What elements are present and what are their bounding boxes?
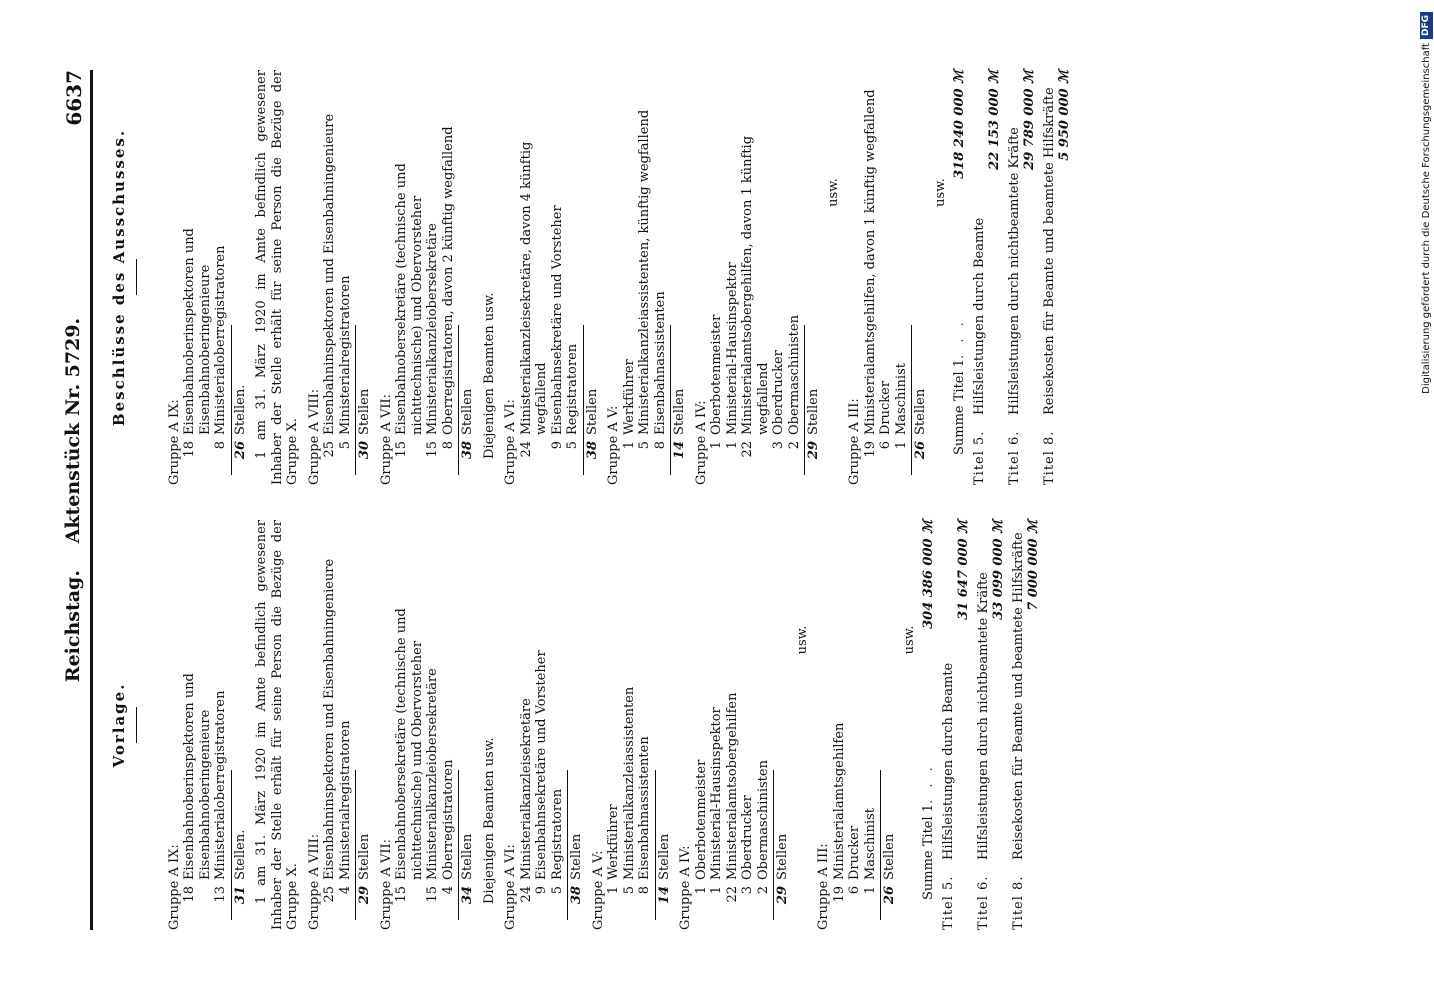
entry-count: 8: [637, 886, 652, 895]
gruppe-heading: Gruppe A VI:: [503, 844, 518, 930]
footnote-text: 1 am 31. März 1920 im Amte befindlich gewesener Inhaber der Stelle erhält für seine Person die Bezüge der Gruppe X.: [254, 70, 300, 485]
entry-count: 15: [394, 441, 409, 458]
titel-text: Hilfsleistungen durch Beamte: [971, 217, 987, 415]
stellen-label: Stellen: [806, 388, 821, 435]
titel-amount: 22 153 000 ℳ: [987, 70, 1002, 170]
stellen-label: Stellen: [460, 833, 475, 880]
entry-count: 1: [709, 441, 724, 450]
entry-count: 25: [322, 441, 337, 458]
entry-row: [756, 520, 772, 930]
stellen-label: Stellen: [672, 388, 687, 435]
entry-text: Maschinist: [862, 808, 878, 880]
stellen-count: 29: [357, 886, 372, 905]
stellen-count: 26: [913, 441, 928, 460]
entry-row: [637, 70, 653, 485]
entry-row: [606, 520, 622, 930]
stellen-label: Stellen: [357, 388, 372, 435]
gruppe-heading: Gruppe A VIII:: [306, 388, 322, 485]
gruppe-block: [379, 70, 498, 485]
entry-text: Oberbotenmeister: [693, 759, 709, 880]
continuation-text: Diejenigen Beamten usw.: [481, 292, 497, 459]
entry-count: 4: [440, 886, 456, 895]
entry-row: [847, 520, 863, 930]
entry-count: 24: [518, 441, 534, 458]
stellen-label: Stellen: [569, 833, 584, 880]
gruppe-block: [503, 520, 585, 930]
gruppe-heading: Gruppe A IX:: [166, 399, 182, 485]
stellen-count: 38: [569, 886, 584, 905]
continuation-text: Diejenigen Beamten usw.: [481, 737, 497, 904]
entry-row: [637, 520, 653, 930]
entry-row: [519, 70, 550, 485]
stellen-total: [458, 770, 476, 920]
entry-text: Ministerialkanzleisekretäre, davon 4 künftig wegfallend: [518, 141, 549, 435]
entry-count: 3: [771, 441, 786, 450]
gruppe-block: [167, 70, 301, 485]
titel-label: Titel 6.: [1006, 430, 1022, 485]
entry-text: Werkführer: [621, 359, 637, 435]
entry-row: [787, 70, 803, 485]
entry-count: 6: [847, 886, 862, 895]
stellen-count: 26: [232, 441, 248, 460]
left-column-title: Vorlage.: [110, 682, 128, 768]
gruppe-heading: Gruppe A VII:: [378, 394, 394, 485]
entry-text: Eisenbahnobersekretäre (technische und nichttechnische) und Obervorsteher: [394, 163, 425, 435]
entry-count: 5: [565, 441, 580, 450]
entry-count: 18: [182, 441, 197, 458]
entry-text: Oberdrucker: [771, 350, 786, 435]
gruppe-block: [606, 70, 688, 485]
entry-count: 24: [518, 886, 534, 903]
entry-text: Oberbotenmeister: [709, 314, 724, 435]
right-column-beschluesse: [108, 70, 1073, 485]
titel-body: [976, 520, 1007, 860]
gruppe-block: [678, 520, 810, 930]
entry-row: [182, 520, 213, 930]
page-number: 6637: [62, 70, 86, 126]
titel-body: [972, 70, 1003, 415]
left-column-vorlage: [108, 520, 1042, 930]
titel-amount: 7 000 000 ℳ: [1026, 520, 1041, 611]
gruppe-list: [167, 520, 918, 930]
titel-label: Titel 5.: [971, 430, 987, 485]
entry-count: 5: [637, 441, 652, 450]
titel-row: [941, 520, 972, 930]
titel-text: Reisekosten für Beamte und beamtete Hilfskräfte: [1010, 532, 1026, 860]
entry-count: 9: [534, 886, 549, 895]
entry-text: Werkführer: [606, 804, 621, 880]
entry-text: Ministerial-Hausinspektor: [709, 707, 724, 880]
stellen-total: [655, 770, 673, 920]
entry-row: [832, 520, 848, 930]
stellen-count: 29: [775, 886, 790, 905]
stellen-total: [911, 325, 929, 475]
entry-text: Eisenbahnobersekretäre (technische und nichttechnische) und Obervorsteher: [394, 608, 425, 880]
header-center: Aktenstück Nr. 5729.: [62, 317, 84, 544]
entry-row: [550, 520, 566, 930]
entry-count: 22: [724, 886, 740, 903]
entry-row: [519, 520, 535, 930]
entry-row: [878, 70, 894, 485]
stellen-count: 14: [656, 886, 672, 905]
summe-titel-1: Summe Titel 1 . . . 304 386 000 ℳ: [921, 520, 936, 900]
entry-text: Ministerialamtsobergehilfen: [724, 692, 740, 880]
entry-count: 6: [878, 441, 893, 450]
stellen-count: 29: [806, 441, 821, 460]
entry-text: Eisenbahnassistenten: [637, 736, 652, 880]
digitization-note: [1418, 12, 1434, 992]
entry-text: Ministerialoberregistratoren: [213, 245, 228, 435]
continuation-text: usw.: [825, 178, 841, 207]
entry-count: 13: [213, 886, 228, 903]
titel-row: [972, 70, 1003, 485]
entry-row: [725, 520, 741, 930]
gruppe-block: [816, 520, 917, 930]
gruppe-block: [503, 70, 600, 485]
entry-row: [425, 520, 441, 930]
digitization-text: Digitalisierung gefördert durch die Deutsche Forschungsgemeinschaft: [1420, 43, 1432, 394]
titel-text: Hilfsleistungen durch Beamte: [940, 662, 956, 860]
entry-text: Ministerialamtsobergehilfen, davon 1 künftig wegfallend: [740, 135, 771, 435]
entry-count: 8: [213, 441, 228, 450]
stellen-count: 14: [672, 441, 687, 460]
entry-count: 1: [606, 886, 621, 895]
gruppe-heading: Gruppe A IX:: [166, 844, 182, 930]
entry-text: Ministerialamtsgehilfen: [831, 722, 847, 880]
entry-row: [622, 70, 638, 485]
entry-count: 2: [755, 886, 771, 895]
entry-row: [894, 70, 910, 485]
entry-count: 19: [862, 441, 878, 458]
entry-row: [338, 70, 354, 485]
entry-text: Registratoren: [549, 788, 565, 880]
gruppe-block: [167, 520, 301, 930]
entry-count: 22: [740, 441, 755, 458]
entry-count: 8: [652, 441, 668, 450]
titel-list: [941, 520, 1042, 930]
gruppe-heading: Gruppe A VII:: [378, 839, 394, 930]
stellen-label: Stellen.: [232, 384, 248, 435]
stellen-total: [567, 770, 585, 920]
stellen-total: [355, 325, 373, 475]
entry-count: 3: [740, 886, 755, 895]
stellen-count: 31: [232, 886, 248, 905]
running-head: [62, 70, 93, 930]
titel-amount: 5 950 000 ℳ: [1057, 70, 1072, 161]
gruppe-block: [379, 520, 498, 930]
entry-row: [725, 70, 741, 485]
entry-text: Ministerialkanzleisekretäre: [518, 698, 534, 880]
summe-amount: 318 240 000 ℳ: [952, 70, 967, 179]
stellen-count: 26: [882, 886, 897, 905]
entry-count: 18: [182, 886, 197, 903]
entry-count: 8: [440, 441, 456, 450]
entry-count: 1: [724, 441, 740, 450]
titel-body: [1042, 70, 1073, 415]
stellen-total: [458, 325, 476, 475]
entry-text: Oberregistratoren: [440, 759, 456, 880]
stellen-label: Stellen: [882, 833, 897, 880]
stellen-label: Stellen: [656, 833, 672, 880]
entry-text: Oberdrucker: [740, 795, 755, 880]
stellen-total: [583, 325, 601, 475]
entry-row: [740, 70, 771, 485]
summe-label: Summe Titel 1: [921, 803, 936, 900]
titel-text: Hilfsleistungen durch nichtbeamtete Kräfte: [975, 572, 991, 860]
entry-row: [694, 520, 710, 930]
titel-amount: 33 099 000 ℳ: [991, 520, 1006, 620]
gruppe-heading: Gruppe A III:: [816, 843, 831, 930]
titel-list: [972, 70, 1073, 485]
stellen-count: 34: [460, 886, 475, 905]
entry-count: 15: [394, 886, 409, 903]
entry-count: 5: [621, 886, 637, 895]
entry-row: [863, 520, 879, 930]
entry-row: [441, 520, 457, 930]
titel-row: [1011, 520, 1042, 930]
entry-row: [550, 70, 566, 485]
titel-row: [1042, 70, 1073, 485]
stellen-total: [804, 325, 822, 475]
stellen-total: [773, 770, 791, 920]
entry-text: Ministerialkanzleiobersekretäre: [425, 223, 440, 435]
entry-count: 25: [322, 886, 337, 903]
titel-body: [941, 520, 972, 860]
stellen-label: Stellen: [913, 388, 928, 435]
entry-row: [322, 520, 338, 930]
summe-label: Summe Titel 1: [952, 358, 967, 455]
entry-text: Ministerialamtsgehilfen, davon 1 künftig wegfallend: [862, 89, 878, 435]
stellen-total: [231, 325, 249, 475]
entry-count: 1: [621, 441, 637, 450]
titel-body: [1007, 70, 1038, 415]
titel-row: [976, 520, 1007, 930]
entry-row: [709, 520, 725, 930]
entry-text: Ministerial-Hausinspektor: [724, 262, 740, 435]
gruppe-block: [307, 520, 373, 930]
entry-row: [740, 520, 756, 930]
entry-text: Eisenbahninspektoren und Eisenbahningenieure: [322, 558, 337, 880]
gruppe-heading: Gruppe A VI:: [503, 399, 518, 485]
gruppe-block: [847, 70, 948, 485]
dfg-logo: DFG: [1420, 12, 1433, 39]
titel-label: Titel 8.: [1041, 430, 1057, 485]
entry-count: 5: [337, 441, 353, 450]
entry-text: Eisenbahnoberinspektoren und Eisenbahnoberingenieure: [182, 228, 213, 435]
entry-row: [338, 520, 354, 930]
titel-amount: 29 789 000 ℳ: [1022, 70, 1037, 170]
titel-label: Titel 5.: [940, 875, 956, 930]
titel-row: [1007, 70, 1038, 485]
entry-count: 1: [709, 886, 724, 895]
continuation-text: usw.: [901, 625, 917, 655]
gruppe-heading: Gruppe A III:: [847, 398, 862, 485]
stellen-label: Stellen.: [232, 829, 248, 880]
entry-text: Obermaschinisten: [786, 315, 802, 435]
stellen-label: Stellen: [775, 833, 790, 880]
titel-text: Hilfsleistungen durch nichtbeamtete Kräfte: [1006, 127, 1022, 415]
continuation-text: usw.: [794, 625, 810, 655]
entry-count: 5: [549, 886, 565, 895]
stellen-label: Stellen: [357, 833, 372, 880]
entry-text: Eisenbahnoberinspektoren und Eisenbahnoberingenieure: [182, 673, 213, 880]
stellen-count: 30: [357, 441, 372, 460]
stellen-count: 38: [460, 441, 475, 460]
gruppe-list: [167, 70, 949, 485]
entry-row: [709, 70, 725, 485]
entry-count: 9: [549, 441, 565, 450]
entry-row: [653, 70, 669, 485]
entry-count: 2: [786, 441, 802, 450]
entry-text: Ministerialkanzleiassistenten: [621, 686, 637, 880]
gruppe-heading: Gruppe A IV:: [678, 845, 693, 930]
entry-count: 15: [425, 886, 440, 903]
entry-text: Eisenbahnsekretäre und Vorsteher: [534, 650, 549, 880]
entry-text: Ministerialregistratoren: [337, 720, 353, 880]
entry-text: Obermaschinisten: [755, 760, 771, 880]
gruppe-block: [591, 520, 673, 930]
entry-count: 1: [693, 886, 709, 895]
entry-text: Eisenbahninspektoren und Eisenbahningenieure: [322, 113, 337, 435]
entry-text: Oberregistratoren, davon 2 künftig wegfallend: [440, 126, 456, 435]
entry-row: [322, 70, 338, 485]
entry-text: Drucker: [847, 825, 862, 880]
gruppe-heading: Gruppe A V:: [606, 405, 621, 485]
entry-count: 15: [425, 441, 440, 458]
footnote-text: 1 am 31. März 1920 im Amte befindlich gewesener Inhaber der Stelle erhält für seine Person die Bezüge der Gruppe X.: [254, 520, 300, 930]
gruppe-heading: Gruppe A V:: [590, 850, 606, 930]
entry-text: Ministerialkanzleiassistenten, künftig wegfallend: [637, 109, 652, 435]
stellen-label: Stellen: [460, 388, 475, 435]
title-rule: [136, 260, 137, 296]
entry-count: 4: [337, 886, 353, 895]
entry-text: Ministerialregistratoren: [337, 275, 353, 435]
entry-text: Maschinist: [893, 363, 909, 435]
stellen-total: [231, 770, 249, 920]
entry-row: [394, 70, 425, 485]
entry-row: [863, 70, 879, 485]
entry-text: Ministerialoberregistratoren: [213, 690, 228, 880]
stellen-total: [670, 325, 688, 475]
stellen-total: [880, 770, 898, 920]
entry-text: Drucker: [878, 380, 893, 435]
stellen-count: 38: [584, 441, 600, 460]
gruppe-block: [694, 70, 842, 485]
entry-row: [394, 520, 425, 930]
stellen-total: [355, 770, 373, 920]
stellen-label: Stellen: [584, 388, 600, 435]
titel-body: [1011, 520, 1042, 860]
right-column-title: Beschlüsse des Ausschusses.: [110, 128, 128, 427]
summe-titel-1: Summe Titel 1 . . . 318 240 000 ℳ: [952, 70, 967, 455]
entry-count: 1: [862, 886, 878, 895]
titel-label: Titel 8.: [1010, 875, 1026, 930]
continuation-text: usw.: [932, 178, 948, 207]
entry-text: Registratoren: [565, 343, 580, 435]
entry-row: [565, 70, 581, 485]
titel-amount: 31 647 000 ℳ: [956, 520, 971, 620]
titel-label: Titel 6.: [975, 875, 991, 930]
entry-text: Eisenbahnassistenten: [652, 291, 668, 435]
entry-count: 1: [893, 441, 909, 450]
titel-text: Reisekosten für Beamte und beamtete Hilfskräfte: [1041, 87, 1057, 415]
gruppe-heading: Gruppe A IV:: [693, 400, 709, 485]
entry-row: [182, 70, 213, 485]
entry-text: Eisenbahnsekretäre und Vorsteher: [549, 205, 565, 435]
gruppe-block: [307, 70, 373, 485]
entry-count: 19: [831, 886, 847, 903]
title-rule: [136, 707, 137, 743]
entry-text: Ministerialkanzleiobersekretäre: [425, 668, 440, 880]
entry-row: [213, 520, 229, 930]
gruppe-heading: Gruppe A VIII:: [306, 833, 322, 930]
entry-row: [771, 70, 787, 485]
header-left: Reichstag.: [62, 570, 84, 683]
entry-row: [441, 70, 457, 485]
entry-row: [534, 520, 550, 930]
entry-row: [213, 70, 229, 485]
entry-row: [425, 70, 441, 485]
summe-amount: 304 386 000 ℳ: [921, 520, 936, 629]
entry-row: [622, 520, 638, 930]
